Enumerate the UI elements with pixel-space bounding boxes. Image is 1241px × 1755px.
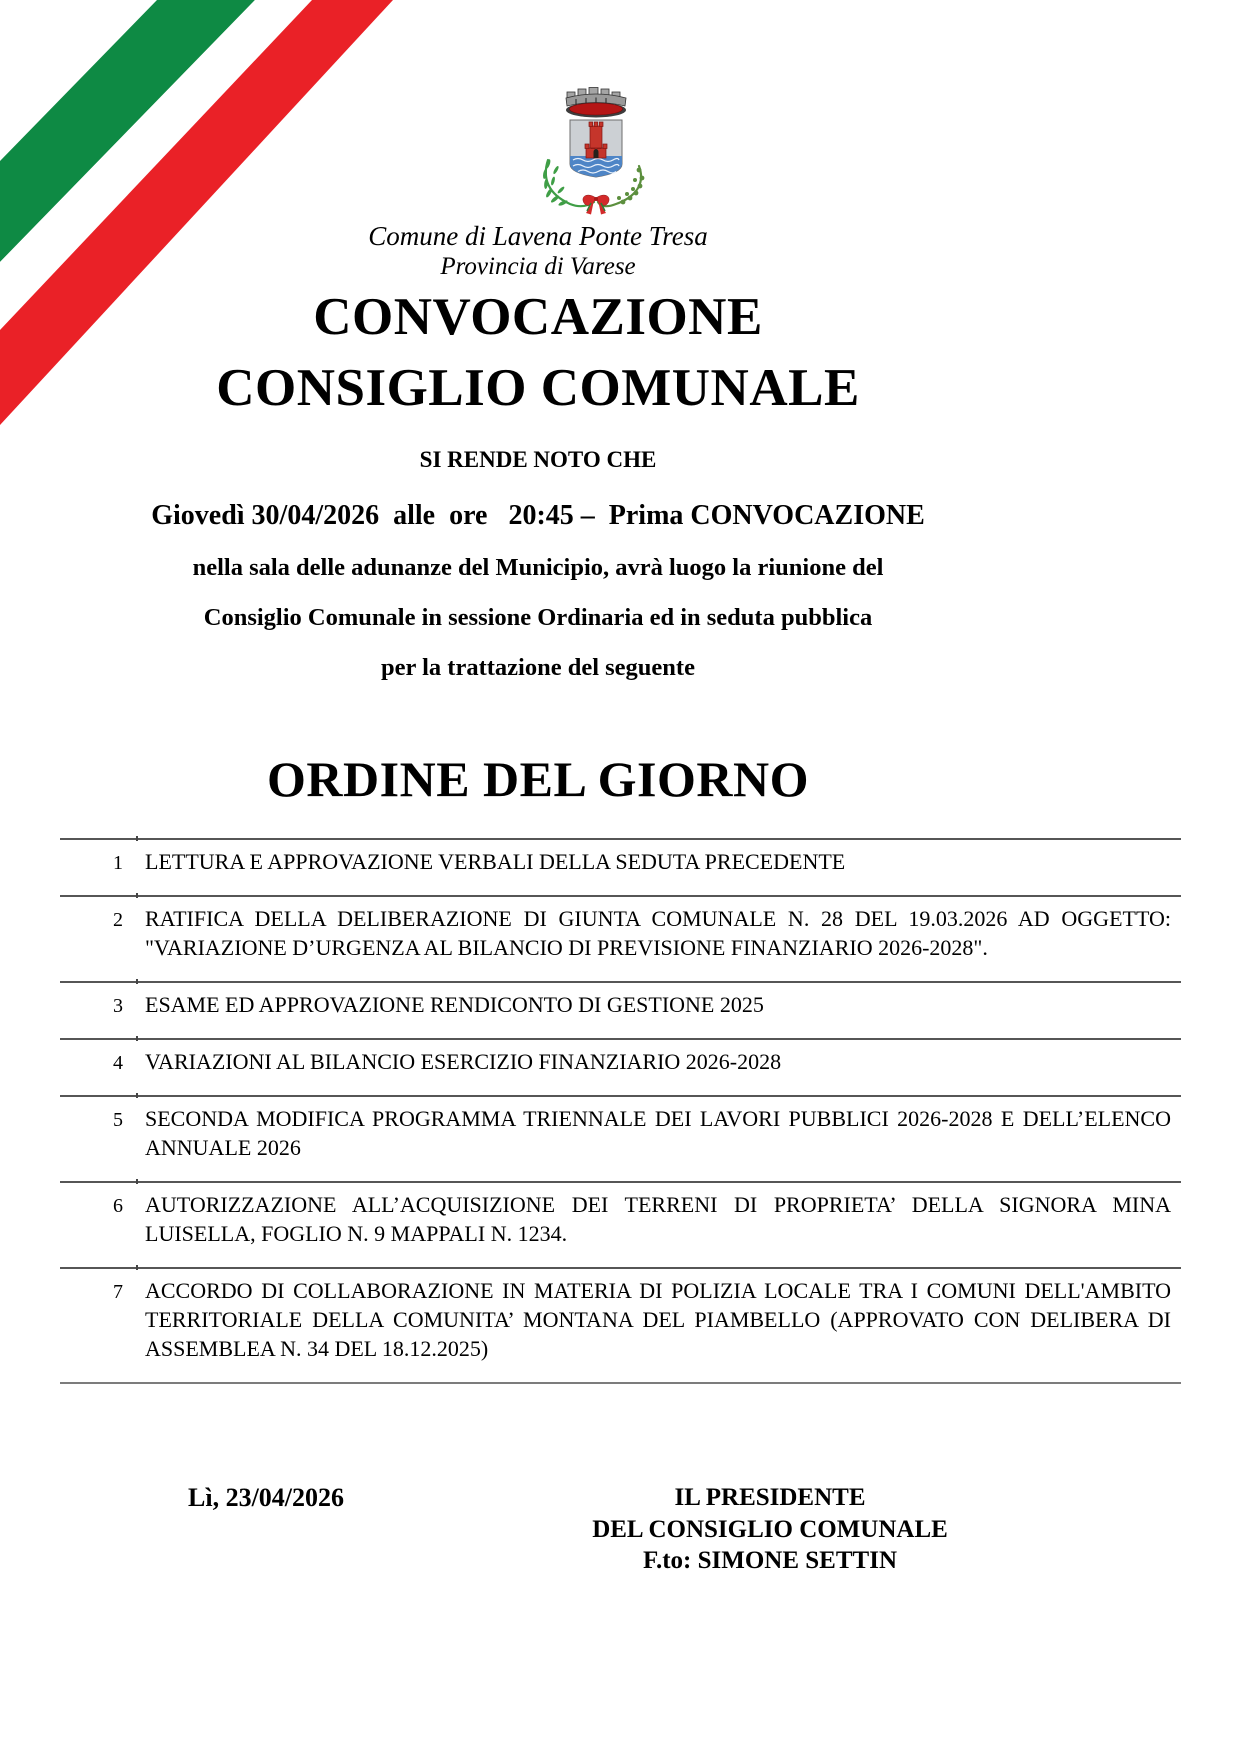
agenda-item-text: SECONDA MODIFICA PROGRAMMA TRIENNALE DEI LAVORI PUBBLICI 2026-2028 E DELL’ELENCO ANNUALE 2026 <box>137 1097 1181 1181</box>
agenda-item-number: 2 <box>113 909 123 931</box>
laurel-leaves <box>542 159 568 207</box>
session-purpose-line: per la trattazione del seguente <box>381 654 695 681</box>
agenda-item-number: 3 <box>113 995 123 1017</box>
signature-name: F.to: SIMONE SETTIN <box>643 1547 897 1574</box>
session-type-line: Consiglio Comunale in sessione Ordinaria ed in seduta pubblica <box>203 604 873 631</box>
agenda-row <box>60 981 1181 1038</box>
session-datetime-line: Giovedì 30/04/2026 alle ore 20:45 – Prima CONVOCAZIONE <box>151 500 925 531</box>
agenda-row <box>60 1038 1181 1095</box>
ribbon-bow <box>583 195 609 214</box>
signature-role-line2: DEL CONSIGLIO COMUNALE <box>592 1515 948 1543</box>
agenda-row <box>60 1095 1181 1181</box>
agenda-row <box>60 895 1181 981</box>
signature-block <box>570 1482 970 1577</box>
notice-line: SI RENDE NOTO CHE <box>419 447 657 472</box>
agenda-item-text: LETTURA E APPROVAZIONE VERBALI DELLA SEDUTA PRECEDENTE <box>137 840 1181 895</box>
document-title <box>58 282 1018 424</box>
agenda-item-number: 4 <box>113 1052 123 1074</box>
agenda-row <box>60 1181 1181 1267</box>
lavena-ponte-tresa-coat-of-arms-icon <box>540 86 645 216</box>
province-name: Provincia di Varese <box>440 253 636 280</box>
agenda-item-number: 1 <box>113 852 123 874</box>
document-title-line2: CONSIGLIO COMUNALE <box>216 359 860 417</box>
mural-crown <box>566 88 626 118</box>
agenda-row <box>60 838 1181 895</box>
municipality-name: Comune di Lavena Ponte Tresa <box>368 221 708 251</box>
agenda-row <box>60 1267 1181 1384</box>
agenda-item-number: 5 <box>113 1109 123 1131</box>
agenda-item-text: AUTORIZZAZIONE ALL’ACQUISIZIONE DEI TERRENI DI PROPRIETA’ DELLA SIGNORA MINA LUISELLA, FOGLIO N. 9 MAPPALI N. 1234. <box>137 1183 1181 1267</box>
agenda-item-text: ACCORDO DI COLLABORAZIONE IN MATERIA DI POLIZIA LOCALE TRA I COMUNI DELL'AMBITO TERRITORIALE DELLA COMUNITA’ MONTANA DEL PIAMBELLO (APPROVATO CON DELIBERA DI ASSEMBLEA N. 34 DEL 18.12.2025) <box>137 1269 1181 1382</box>
session-location-line: nella sala delle adunanze del Municipio, avrà luogo la riunione del <box>192 554 884 581</box>
agenda-title: ORDINE DEL GIORNO <box>267 751 809 807</box>
agenda-item-text: RATIFICA DELLA DELIBERAZIONE DI GIUNTA COMUNALE N. 28 DEL 19.03.2026 AD OGGETTO: "VARIAZIONE D’URGENZA AL BILANCIO DI PREVISIONE FINANZIARIO 2026-2028". <box>137 897 1181 981</box>
agenda-table <box>60 838 1181 1384</box>
agenda-item-number: 6 <box>113 1195 123 1217</box>
issue-date: Lì, 23/04/2026 <box>188 1483 345 1512</box>
agenda-item-number: 7 <box>113 1281 123 1303</box>
agenda-item-text: ESAME ED APPROVAZIONE RENDICONTO DI GESTIONE 2025 <box>137 983 1181 1038</box>
document-title-line1: CONVOCAZIONE <box>313 288 763 346</box>
agenda-item-text: VARIAZIONI AL BILANCIO ESERCIZIO FINANZIARIO 2026-2028 <box>137 1040 1181 1095</box>
shield <box>570 120 622 177</box>
signature-role-line1: IL PRESIDENTE <box>674 1484 866 1511</box>
